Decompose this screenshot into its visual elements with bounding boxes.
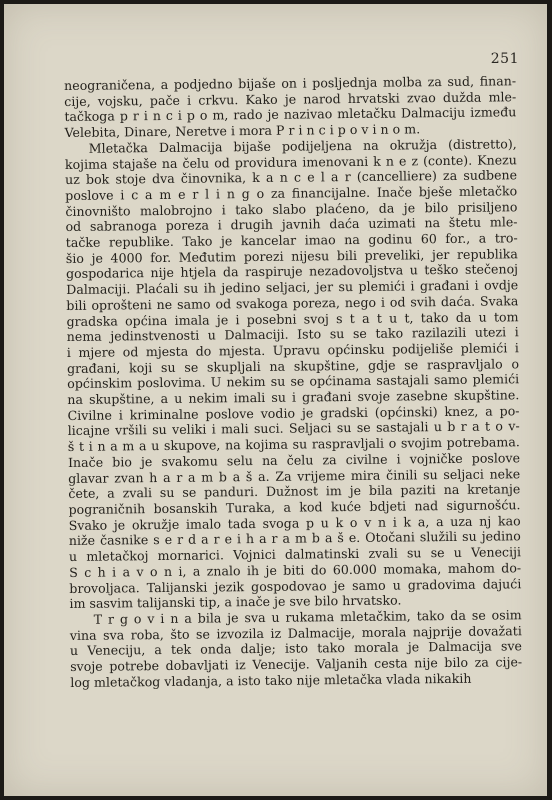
paragraph xyxy=(64,73,517,141)
text-line: T r g o v i n a bila je sva u rukama mletačkim, tako da se osim xyxy=(93,607,522,627)
text-line: kojima stajaše na čelu od providura imenovani k n e z (conte). Knezu xyxy=(64,151,517,172)
text-line: činovništo malobrojno i tako slabo plaćeno, da je bilo prisiljeno xyxy=(65,198,518,219)
text-line: pograničnih bosanskih Turaka, a kod kuće bdjeti nad sigurnošću. xyxy=(68,497,521,517)
text-line: građani, koji su se skupljali na skupštine, gdje se raspravljalo o xyxy=(66,355,520,376)
text-line: općinskim poslovima. U nekim su se općinama sastajali samo plemići xyxy=(67,371,520,392)
text-line: u mletačkoj mornarici. Vojnici dalmatinski zvali su se u Veneciji xyxy=(68,544,522,565)
text-line: gradska općina imala je i posebni svoj s t a t u t, tako da u tom xyxy=(66,308,519,329)
text-line: i mjere od mjesta do mjesta. Upravu općinsku podijeliše plemići i xyxy=(66,340,519,360)
book-page xyxy=(4,4,547,796)
page-text xyxy=(64,73,522,690)
text-line: tačkoga p r i n c i p o m, rado je nazivao mletačku Dalmaciju između xyxy=(64,104,517,125)
text-line: svoje potrebe dobavljati iz Venecije. Valjanih cesta nije bilo za cije- xyxy=(70,654,523,674)
paragraph xyxy=(65,136,522,612)
text-line: uz bok stoje dva činovnika, k a n c e l a r (cancelliere) za sudbene xyxy=(64,167,518,188)
text-line: im sasvim talijanski tip, a inače je sve bilo hrvatsko. xyxy=(69,592,402,612)
text-line: Velebita, Dinare, Neretve i mora P r i n c i p o v i n o m. xyxy=(64,121,421,141)
paragraph xyxy=(70,607,523,690)
text-line: bili oprošteni ne samo od svakoga poreza, nego i od svih daća. Svaka xyxy=(66,293,519,313)
text-line: u Veneciju, a tek onda dalje; isto tako morala je Dalmacija sve xyxy=(69,638,523,659)
text-line: gospodarica nije htjela da raspiruje nezadovoljstva u teško stečenoj xyxy=(65,261,519,282)
page-number: 251 xyxy=(490,51,519,67)
text-line: Mletačka Dalmacija bijaše podijeljena na okružja (distretto), xyxy=(88,136,517,156)
text-line: šio je 4000 for. Međutim porezi nijesu bili preveliki, jer republika xyxy=(65,245,518,266)
text-line: glavar zvan h a r a m b a š a. Za vrijeme mira činili su seljaci neke xyxy=(68,465,521,486)
text-line: tačke republike. Tako je kancelar imao na godinu 60 for., a tro- xyxy=(65,230,518,251)
text-line: Dalmaciji. Plaćali su ih jedino seljaci, jer su plemići i građani i ovdje xyxy=(66,277,519,298)
text-line: od sabranoga poreza i drugih javnih daća uzimati na štetu mle- xyxy=(65,214,518,235)
text-line: Inače bio je svakomu selu na čelu za civilne i vojničke poslove xyxy=(67,450,521,470)
text-line: na skupštine, a u nekim imali su i građani svoje zasebne skupštine. xyxy=(67,387,520,408)
text-line: vina sva roba, što se izvozila iz Dalmacije, morala najprije dovažati xyxy=(69,622,522,643)
text-line: log mletačkog vladanja, a isto tako nije mletačka vlada nikakih xyxy=(70,670,472,690)
text-line: licajne vršili su veliki i mali suci. Seljaci su se sastajali u b r a t o v- xyxy=(67,418,520,439)
text-line: š t i n a m a u skupove, na kojima su raspravljali o svojim potrebama. xyxy=(67,434,520,455)
text-line: poslove i c a m e r l i n g o za financijalne. Inače bješe mletačko xyxy=(65,183,518,203)
text-line: cije, vojsku, pače i crkvu. Kako je narod hrvatski zvao dužda mle- xyxy=(64,88,517,109)
text-line: nema jedinstvenosti u Dalmaciji. Isto su se tako razilazili utezi i xyxy=(66,324,519,345)
text-line: čete, a zvali su se panduri. Dužnost im je bila paziti na kretanje xyxy=(68,481,521,502)
text-line: niže časnike s e r d a r e i h a r a m b a š e. Otočani služili su jedino xyxy=(68,528,521,549)
text-line: Civilne i kriminalne poslove vodio je gradski (općinski) knez, a po- xyxy=(67,403,520,423)
text-line: Svako je okružje imalo tada svoga p u k o v n i k a, a uza nj kao xyxy=(68,512,521,533)
text-line: S c h i a v o n i, a znalo ih je biti do 60.000 momaka, mahom do- xyxy=(69,560,522,580)
text-line: neograničena, a podjedno bijaše on i posljednja molba za sud, finan- xyxy=(64,73,517,93)
text-line: brovoljaca. Talijanski jezik gospodovao je samo u gradovima dajući xyxy=(69,575,522,596)
